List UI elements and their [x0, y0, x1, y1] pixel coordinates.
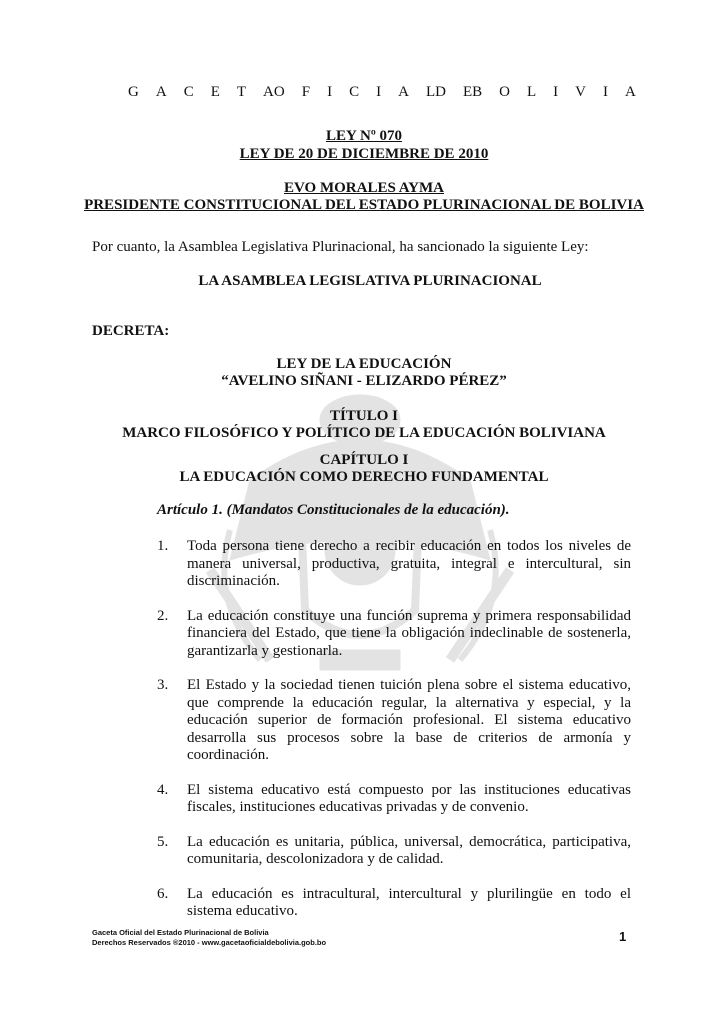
masthead-letter: A — [155, 84, 167, 100]
law-date: LEY DE 20 DE DICIEMBRE DE 2010 — [239, 146, 489, 162]
masthead-letter: F — [301, 84, 311, 100]
list-item — [157, 608, 631, 661]
decreta-heading: DECRETA: — [92, 323, 170, 339]
masthead-word-1 — [128, 84, 274, 101]
footer-copyright-link[interactable]: Derechos Reservados ®2010 - www.gacetaoficialdebolivia.gob.bo — [92, 938, 327, 947]
masthead-letter: L — [425, 84, 436, 100]
masthead-letter: A — [398, 84, 409, 100]
titulo-name: MARCO FILOSÓFICO Y POLÍTICO DE LA EDUCACIÓN BOLIVIANA — [122, 425, 606, 441]
president-name: EVO MORALES AYMA — [284, 180, 444, 196]
masthead-letter: I — [603, 84, 608, 100]
masthead-word-3 — [435, 84, 472, 101]
titulo-number: TÍTULO I — [330, 408, 398, 424]
president-title: PRESIDENTE CONSTITUCIONAL DEL ESTADO PLURINACIONAL DE BOLIVIA — [84, 197, 644, 213]
masthead-letter: E — [462, 84, 473, 100]
law-subtitle: “AVELINO SIÑANI - ELIZARDO PÉREZ” — [221, 373, 507, 389]
masthead-letter: L — [526, 84, 537, 100]
list-item — [157, 782, 631, 817]
masthead-letter: A — [625, 84, 636, 100]
masthead-word-4 — [472, 84, 636, 101]
masthead-letter: O — [499, 84, 510, 100]
item-text: El Estado y la sociedad tienen tuición plena sobre el sistema educativo, que comprende la educación regular, la alternativa y especial, y la educación superior de formación profesional. El sistema educativo desarrolla sus procesos sobre la base de criterios de armonía y coordinación. — [187, 677, 631, 763]
item-text: Toda persona tiene derecho a recibir educación en todos los niveles de manera universal, productiva, gratuita, integral e intercultural, sin discriminación. — [187, 538, 631, 589]
masthead-letter: A — [263, 84, 274, 100]
masthead-letter: B — [472, 84, 483, 100]
list-item — [157, 886, 631, 921]
list-item — [157, 677, 631, 765]
masthead-letter: I — [327, 84, 333, 100]
intro-text: Por cuanto, la Asamblea Legislativa Plurinacional, ha sancionado la siguiente Ley: — [92, 239, 589, 255]
masthead-letter: I — [376, 84, 382, 100]
page-number: 1 — [619, 929, 627, 944]
item-number: 4. — [157, 781, 169, 798]
masthead-letter: C — [183, 84, 194, 100]
assembly-heading: LA ASAMBLEA LEGISLATIVA PLURINACIONAL — [198, 273, 542, 289]
capitulo-name: LA EDUCACIÓN COMO DERECHO FUNDAMENTAL — [179, 469, 549, 485]
article-title-text: Artículo 1. (Mandatos Constitucionales de la educación). — [157, 502, 510, 518]
item-text: La educación es intracultural, intercultural y plurilingüe en todo el sistema educativo. — [187, 885, 631, 919]
masthead-letter: G — [128, 84, 139, 100]
item-text: La educación es unitaria, pública, universal, democrática, participativa, comunitaria, descolonizadora y de calidad. — [187, 833, 631, 867]
item-number: 2. — [157, 607, 169, 624]
masthead-letter: T — [236, 84, 247, 100]
masthead-letter: E — [210, 84, 220, 100]
page-footer — [92, 928, 326, 948]
law-title: LEY DE LA EDUCACIÓN — [276, 356, 452, 372]
item-text: El sistema educativo está compuesto por las instituciones educativas fiscales, instituciones educativas privadas y de convenio. — [187, 781, 631, 815]
masthead-letter: D — [435, 84, 446, 100]
item-number: 6. — [157, 885, 169, 902]
masthead-letter: C — [349, 84, 360, 100]
masthead-word-2 — [274, 84, 435, 101]
list-item — [157, 538, 631, 591]
gazette-masthead — [0, 84, 728, 101]
article-title — [157, 502, 510, 519]
masthead-letter: O — [273, 84, 285, 100]
masthead-letter: I — [553, 84, 559, 100]
footer-publisher: Gaceta Oficial del Estado Plurinacional de Bolivia — [92, 928, 269, 937]
list-item — [157, 834, 631, 869]
item-text: La educación constituye una función suprema y primera responsabilidad financiera del Estado, que tiene la obligación indeclinable de sostenerla, garantizarla y gestionarla. — [187, 607, 631, 659]
masthead-letter: V — [575, 84, 586, 100]
item-number: 3. — [157, 677, 169, 693]
capitulo-number: CAPÍTULO I — [319, 452, 409, 468]
item-number: 5. — [157, 833, 169, 850]
law-number: LEY Nº 070 — [325, 128, 403, 144]
item-number: 1. — [157, 538, 169, 554]
article-items — [157, 538, 631, 938]
